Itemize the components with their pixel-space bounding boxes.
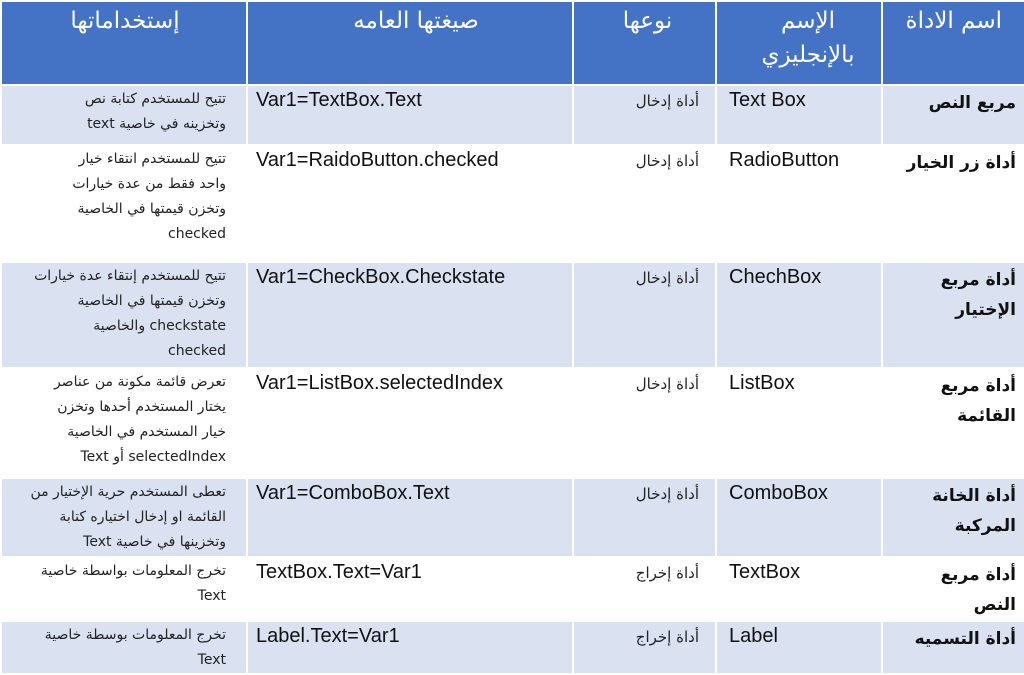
type-cell: أداة إخراج [573, 621, 716, 674]
english-name-cell: TextBox [716, 557, 882, 621]
type-cell: أداة إدخال [573, 262, 716, 368]
uses-cell: تتيح للمستخدم كتابة نص وتخزينه في خاصية text [1, 85, 247, 145]
header-uses-text: إستخداماتها [70, 8, 180, 34]
uses-cell: تعرض قائمة مكونة من عناصر يختار المستخدم أحدها وتخزن خيار المستخدم في الخاصية selectedIndex أو Text [1, 368, 247, 478]
english-name-cell: Text Box [716, 85, 882, 145]
table-row [1, 85, 1024, 145]
syntax-cell: Var1=ListBox.selectedIndex [247, 368, 573, 478]
tool-name-cell: أداة مربع القائمة [882, 368, 1024, 478]
table-row [1, 368, 1024, 478]
uses-cell: تتيح للمستخدم إنتقاء عدة خيارات وتخزن قيمتها في الخاصية checkstate والخاصية checked [1, 262, 247, 368]
syntax-cell: Var1=RaidoButton.checked [247, 145, 573, 262]
uses-cell: تتيح للمستخدم انتقاء خيار واحد فقط من عدة خيارات وتخزن قيمتها في الخاصية checked [1, 145, 247, 262]
tool-name-cell: أداة مربع الإختيار [882, 262, 1024, 368]
syntax-cell: Label.Text=Var1 [247, 621, 573, 674]
syntax-cell: Var1=TextBox.Text [247, 85, 573, 145]
table-row [1, 478, 1024, 557]
tool-name-cell: أداة الخانة المركبة [882, 478, 1024, 557]
table-row [1, 557, 1024, 621]
table-row [1, 621, 1024, 674]
header-tool-name-text: اسم الاداة [905, 8, 1002, 34]
header-type [573, 1, 716, 85]
type-cell: أداة إخراج [573, 557, 716, 621]
table-row [1, 262, 1024, 368]
english-name-cell: Label [716, 621, 882, 674]
syntax-cell: Var1=CheckBox.Checkstate [247, 262, 573, 368]
uses-cell: تخرج المعلومات بواسطة خاصية Text [1, 557, 247, 621]
english-name-cell: ComboBox [716, 478, 882, 557]
table-row [1, 145, 1024, 262]
syntax-cell: TextBox.Text=Var1 [247, 557, 573, 621]
header-syntax-text: صيغتها العامه [353, 8, 479, 34]
header-type-text: نوعها [622, 8, 673, 34]
tool-name-cell: أداة التسميه [882, 621, 1024, 674]
english-name-cell: RadioButton [716, 145, 882, 262]
header-english-name-text: الإسم بالإنجليزي [761, 8, 855, 68]
header-english-name [716, 1, 882, 85]
type-cell: أداة إدخال [573, 145, 716, 262]
tool-name-cell: أداة مربع النص [882, 557, 1024, 621]
type-cell: أداة إدخال [573, 368, 716, 478]
tool-name-cell: مربع النص [882, 85, 1024, 145]
type-cell: أداة إدخال [573, 478, 716, 557]
header-uses [1, 1, 247, 85]
header-tool-name [882, 1, 1024, 85]
tool-name-cell: أداة زر الخيار [882, 145, 1024, 262]
syntax-cell: Var1=ComboBox.Text [247, 478, 573, 557]
type-cell: أداة إدخال [573, 85, 716, 145]
uses-cell: تخرج المعلومات بوسطة خاصية Text [1, 621, 247, 674]
header-syntax [247, 1, 573, 85]
uses-cell: تعطى المستخدم حرية الإختيار من القائمة او إدخال اختياره كتابة وتخزينها في خاصية Text [1, 478, 247, 557]
english-name-cell: ChechBox [716, 262, 882, 368]
english-name-cell: ListBox [716, 368, 882, 478]
header-row [1, 1, 1024, 85]
